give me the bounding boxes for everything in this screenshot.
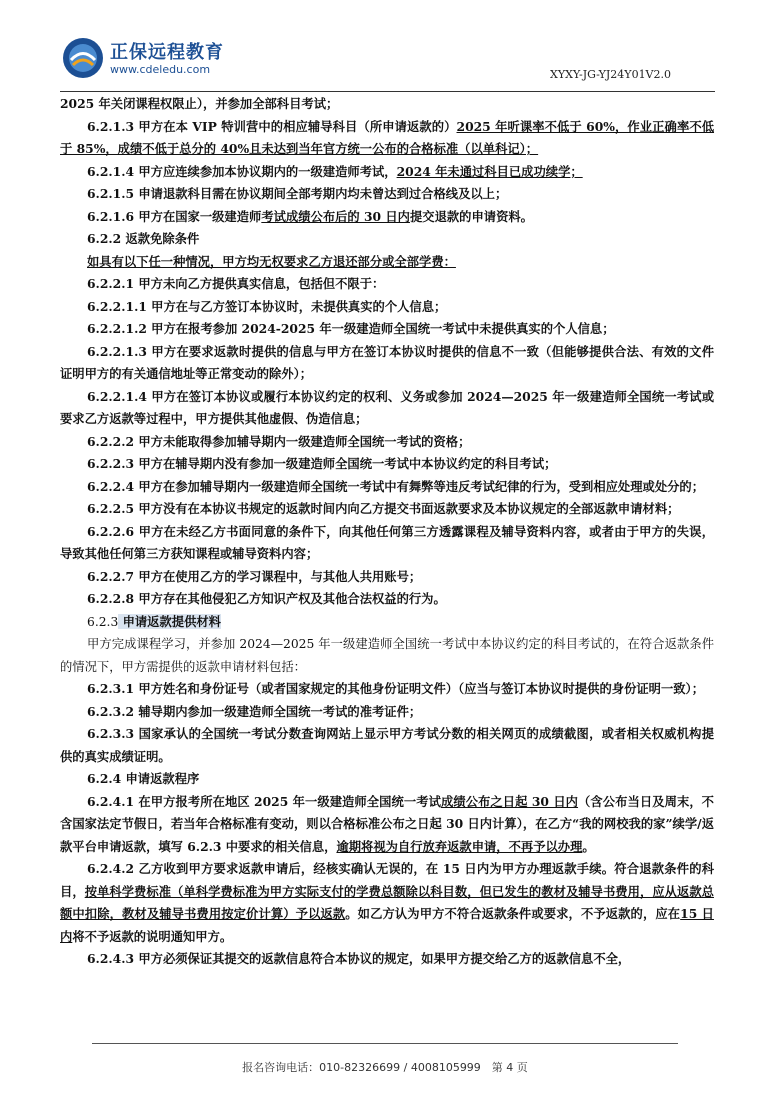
section-heading: 6.2.2 返款免除条件 bbox=[87, 231, 200, 246]
page-header bbox=[0, 0, 770, 92]
brand-url: www.cdeledu.com bbox=[110, 63, 211, 76]
paragraph: 6.2.4.1 在甲方报考所在地区 2025 年一级建造师全国统一考试成绩公布之日起 30 日内（含公布当日及周末，不含国家法定节假日，若当年合格标准有变动，则以合格标准公布之日起 30 日内计算），在乙方“我的网校我的家”续学/返款平台申请返款，填写 6.2.3 中要求的相关信息，逾期将视为自行放弃返款申请，不再予以办理。 bbox=[60, 793, 714, 854]
paragraph: 6.2.4.3 甲方必须保证其提交的返款信息符合本协议的规定，如果甲方提交给乙方的返款信息不全， bbox=[87, 951, 631, 966]
paragraph: 6.2.3.1 甲方姓名和身份证号（或者国家规定的其他身份证明文件）（应当与签订本协议时提供的身份证明一致）； bbox=[87, 681, 705, 696]
page-footer: 报名咨询电话：010-82326699 / 4008105999 第 4 页 bbox=[242, 1061, 528, 1074]
paragraph: 6.2.1.3 甲方在本 VIP 特训营中的相应辅导科目（所申请返款的）2025 年听课率不低于 60%，作业正确率不低于 85%，成绩不低于总分的 40%且未达到当年官方统一公布的合格标准（以单科记）； bbox=[60, 118, 715, 156]
paragraph: 6.2.2.1.1 甲方在与乙方签订本协议时，未提供真实的个人信息； bbox=[87, 298, 447, 314]
paragraph: 6.2.2.4 甲方在参加辅导期内一级建造师全国统一考试中有舞弊等违反考试纪律的行为，受到相应处理或处分的； bbox=[87, 478, 705, 494]
section-heading: 6.2.3 申请返款提供材料 bbox=[87, 613, 221, 629]
paragraph: 甲方完成课程学习，并参加 2024—2025 年一级建造师全国统一考试中本协议约定的科目考试的，在符合返款条件的情况下，甲方需提供的返款申请材料包括： bbox=[60, 637, 714, 674]
paragraph: 6.2.1.5 申请退款科目需在协议期间全部考期内均未曾达到过合格线及以上； bbox=[87, 186, 508, 201]
paragraph: 6.2.2.5 甲方没有在本协议书规定的返款时间内向乙方提交书面返款要求及本协议规定的全部返款申请材料； bbox=[87, 501, 680, 516]
paragraph: 6.2.3.2 辅导期内参加一级建造师全国统一考试的准考证件； bbox=[87, 703, 422, 719]
paragraph: 2025 年关闭课程权限止），并参加全部科目考试； bbox=[60, 96, 339, 111]
footer-divider bbox=[92, 1043, 678, 1044]
paragraph: 6.2.4.2 乙方收到甲方要求返款申请后，经核实确认无误的，在 15 日内为甲方办理返款手续。符合退款条件的科目，按单科学费标准（单科学费标准为甲方实际支付的学费总额除以科目数，但已发生的教材及辅导书费用，应从返款总额中扣除，教材及辅导书费用按定价计算）予以返款。如乙方认为甲方不符合返款条件或要求，不予返款的，应在15 日内将不予返款的说明通知甲方。 bbox=[60, 861, 714, 944]
paragraph: 6.2.2.3 甲方在辅导期内没有参加一级建造师全国统一考试中本协议约定的科目考试； bbox=[87, 456, 557, 471]
paragraph: 6.2.2.1.4 甲方在签订本协议或履行本协议约定的权利、义务或参加 2024—2025 年一级建造师全国统一考试或要求乙方返款等过程中，甲方提供其他虚假、伪造信息； bbox=[60, 388, 714, 426]
header-divider bbox=[60, 91, 715, 92]
paragraph: 6.2.1.4 甲方应连续参加本协议期内的一级建造师考试，2024 年未通过科目已成功续学； bbox=[87, 163, 583, 179]
paragraph: 6.2.1.6 甲方在国家一级建造师考试成绩公布后的 30 日内提交退款的申请资料。 bbox=[87, 208, 533, 224]
paragraph: 6.2.2.8 甲方存在其他侵犯乙方知识产权及其他合法权益的行为。 bbox=[87, 591, 446, 606]
paragraph: 6.2.2.7 甲方在使用乙方的学习课程中，与其他人共用账号； bbox=[87, 568, 422, 584]
paragraph: 6.2.3.3 国家承认的全国统一考试分数查询网站上显示甲方考试分数的相关网页的成绩截图，或者相关权威机构提供的真实成绩证明。 bbox=[60, 726, 714, 764]
paragraph: 6.2.2.1.2 甲方在报考参加 2024-2025 年一级建造师全国统一考试中未提供真实的个人信息； bbox=[87, 321, 615, 336]
paragraph: 6.2.2.2 甲方未能取得参加辅导期内一级建造师全国统一考试的资格； bbox=[87, 433, 471, 449]
paragraph: 如具有以下任一种情况，甲方均无权要求乙方退还部分或全部学费： bbox=[87, 253, 456, 269]
paragraph: 6.2.2.6 甲方在未经乙方书面同意的条件下，向其他任何第三方透露课程及辅导资料内容，或者由于甲方的失误，导致其他任何第三方获知课程或辅导资料内容； bbox=[60, 523, 714, 561]
section-heading: 6.2.4 申请返款程序 bbox=[87, 771, 200, 786]
brand-name: 正保远程教育 bbox=[110, 42, 224, 63]
document-code: XYXY-JG-YJ24Y01V2.0 bbox=[550, 68, 671, 81]
document-body bbox=[60, 93, 714, 971]
paragraph: 6.2.2.1 甲方未向乙方提供真实信息，包括但不限于： bbox=[87, 276, 385, 291]
paragraph: 6.2.2.1.3 甲方在要求返款时提供的信息与甲方在签订本协议时提供的信息不一致（但能够提供合法、有效的文件证明甲方的有关通信地址等正常变动的除外）； bbox=[60, 343, 714, 381]
logo-icon bbox=[62, 37, 104, 79]
